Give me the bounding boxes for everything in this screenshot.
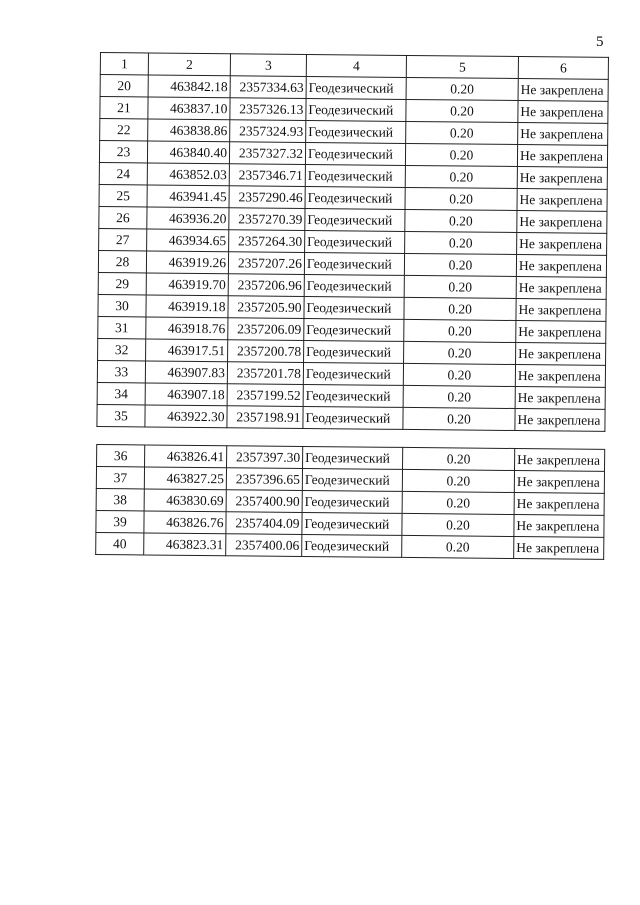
method-cell: Геодезический (305, 230, 405, 253)
method-cell: Геодезический (305, 208, 405, 231)
accuracy-cell: 0.20 (402, 491, 514, 514)
method-cell: Геодезический (304, 296, 404, 319)
point-number-cell: 30 (98, 294, 146, 316)
x-coordinate-cell: 463907.83 (145, 361, 227, 384)
y-coordinate-cell: 2357206.96 (228, 274, 304, 297)
x-coordinate-cell: 463919.18 (146, 295, 228, 318)
point-number-cell: 24 (99, 162, 147, 184)
y-coordinate-cell: 2357201.78 (227, 362, 303, 385)
method-cell: Геодезический (304, 318, 404, 341)
y-coordinate-cell: 2357270.39 (229, 208, 305, 231)
accuracy-cell: 0.20 (403, 385, 515, 408)
method-cell: Геодезический (303, 446, 403, 469)
x-coordinate-cell: 463837.10 (148, 97, 230, 120)
accuracy-cell: 0.20 (403, 447, 515, 470)
point-number-cell: 20 (100, 75, 148, 97)
y-coordinate-cell: 2357397.30 (227, 446, 303, 469)
coordinates-table (95, 52, 609, 560)
accuracy-cell: 0.20 (406, 121, 518, 144)
y-coordinate-cell: 2357334.63 (230, 76, 306, 99)
method-cell: Геодезический (306, 98, 406, 121)
fixation-cell: Не закреплена (514, 492, 604, 515)
y-coordinate-cell: 2357205.90 (228, 296, 304, 319)
accuracy-cell: 0.20 (405, 165, 517, 188)
fixation-cell: Не закреплена (515, 387, 605, 410)
x-coordinate-cell: 463852.03 (147, 163, 229, 186)
x-coordinate-cell: 463827.25 (144, 467, 226, 490)
method-cell: Геодезический (306, 120, 406, 143)
accuracy-cell: 0.20 (403, 407, 515, 430)
fixation-cell: Не закреплена (516, 299, 606, 322)
point-number-cell: 32 (98, 338, 146, 360)
method-cell: Геодезический (302, 490, 402, 513)
point-number-cell: 34 (97, 382, 145, 404)
accuracy-cell: 0.20 (404, 297, 516, 320)
y-coordinate-cell: 2357404.09 (226, 512, 302, 535)
fixation-cell: Не закреплена (518, 123, 608, 146)
fixation-cell: Не закреплена (518, 101, 608, 124)
fixation-cell: Не закреплена (517, 233, 607, 256)
accuracy-cell: 0.20 (405, 143, 517, 166)
method-cell: Геодезический (306, 76, 406, 99)
x-coordinate-cell: 463919.70 (146, 273, 228, 296)
fixation-cell: Не закреплена (517, 145, 607, 168)
point-number-cell: 26 (99, 206, 147, 228)
x-coordinate-cell: 463830.69 (144, 489, 226, 512)
method-cell: 4 (306, 54, 406, 77)
x-coordinate-cell: 463840.40 (147, 141, 229, 164)
fixation-cell: Не закреплена (516, 277, 606, 300)
y-coordinate-cell: 2357290.46 (229, 186, 305, 209)
method-cell: Геодезический (305, 186, 405, 209)
point-number-cell: 39 (96, 510, 144, 532)
accuracy-cell: 0.20 (405, 209, 517, 232)
point-number-cell: 36 (97, 444, 145, 466)
x-coordinate-cell: 463842.18 (148, 75, 230, 98)
point-number-cell: 23 (99, 141, 147, 163)
point-number-cell: 25 (99, 184, 147, 206)
accuracy-cell: 0.20 (404, 341, 516, 364)
accuracy-cell: 0.20 (402, 469, 514, 492)
method-cell: Геодезический (303, 384, 403, 407)
point-number-cell: 28 (98, 250, 146, 272)
x-coordinate-cell: 463922.30 (145, 405, 227, 428)
method-cell: Геодезический (302, 512, 402, 535)
y-coordinate-cell: 2357400.90 (226, 490, 302, 513)
fixation-cell: Не закреплена (517, 167, 607, 190)
accuracy-cell: 0.20 (402, 513, 514, 536)
point-number-cell: 27 (99, 228, 147, 250)
accuracy-cell: 0.20 (402, 535, 514, 558)
x-coordinate-cell: 463917.51 (146, 339, 228, 362)
fixation-cell: 6 (518, 57, 608, 80)
method-cell: Геодезический (305, 142, 405, 165)
method-cell: Геодезический (303, 362, 403, 385)
fixation-cell: Не закреплена (514, 514, 604, 537)
y-coordinate-cell: 2357264.30 (229, 230, 305, 253)
table-row (96, 532, 604, 559)
y-coordinate-cell: 3 (230, 54, 306, 77)
x-coordinate-cell: 463826.41 (145, 445, 227, 468)
x-coordinate-cell: 463934.65 (147, 229, 229, 252)
point-number-cell: 29 (98, 272, 146, 294)
fixation-cell: Не закреплена (516, 321, 606, 344)
fixation-cell: Не закреплена (515, 448, 605, 471)
y-coordinate-cell: 2357327.32 (229, 142, 305, 165)
y-coordinate-cell: 2357324.93 (230, 120, 306, 143)
point-number-cell: 33 (97, 360, 145, 382)
accuracy-cell: 0.20 (405, 187, 517, 210)
method-cell: Геодезический (304, 274, 404, 297)
y-coordinate-cell: 2357326.13 (230, 98, 306, 121)
x-coordinate-cell: 463919.26 (146, 251, 228, 274)
coordinates-table-wrapper (95, 52, 609, 560)
y-coordinate-cell: 2357206.09 (228, 318, 304, 341)
accuracy-cell: 0.20 (406, 99, 518, 122)
x-coordinate-cell: 463826.76 (144, 511, 226, 534)
x-coordinate-cell: 463907.18 (145, 383, 227, 406)
method-cell: Геодезический (302, 468, 402, 491)
point-number-cell: 22 (100, 119, 148, 141)
y-coordinate-cell: 2357198.91 (227, 406, 303, 429)
x-coordinate-cell: 463936.20 (147, 207, 229, 230)
page-number: 5 (596, 34, 604, 50)
method-cell: Геодезический (304, 340, 404, 363)
accuracy-cell: 0.20 (404, 275, 516, 298)
method-cell: Геодезический (303, 406, 403, 429)
fixation-cell: Не закреплена (515, 365, 605, 388)
accuracy-cell: 0.20 (405, 231, 517, 254)
accuracy-cell: 0.20 (404, 319, 516, 342)
accuracy-cell: 0.20 (403, 363, 515, 386)
x-coordinate-cell: 2 (148, 53, 230, 76)
point-number-cell: 40 (96, 532, 144, 554)
point-number-cell: 21 (100, 97, 148, 119)
fixation-cell: Не закреплена (516, 343, 606, 366)
x-coordinate-cell: 463941.45 (147, 185, 229, 208)
method-cell: Геодезический (304, 252, 404, 275)
fixation-cell: Не закреплена (517, 211, 607, 234)
y-coordinate-cell: 2357346.71 (229, 164, 305, 187)
fixation-cell: Не закреплена (515, 409, 605, 432)
accuracy-cell: 0.20 (406, 77, 518, 100)
y-coordinate-cell: 2357199.52 (227, 384, 303, 407)
fixation-cell: Не закреплена (517, 189, 607, 212)
point-number-cell: 37 (96, 466, 144, 488)
fixation-cell: Не закреплена (514, 536, 604, 559)
fixation-cell: Не закреплена (518, 79, 608, 102)
fixation-cell: Не закреплена (516, 255, 606, 278)
method-cell: Геодезический (305, 164, 405, 187)
point-number-cell: 31 (98, 316, 146, 338)
accuracy-cell: 5 (406, 55, 518, 78)
y-coordinate-cell: 2357207.26 (228, 252, 304, 275)
fixation-cell: Не закреплена (514, 470, 604, 493)
x-coordinate-cell: 463823.31 (144, 533, 226, 556)
y-coordinate-cell: 2357200.78 (228, 340, 304, 363)
point-number-cell: 35 (97, 404, 145, 426)
x-coordinate-cell: 463838.86 (148, 119, 230, 142)
y-coordinate-cell: 2357396.65 (226, 468, 302, 491)
point-number-cell: 1 (100, 53, 148, 75)
accuracy-cell: 0.20 (404, 253, 516, 276)
point-number-cell: 38 (96, 488, 144, 510)
y-coordinate-cell: 2357400.06 (226, 534, 302, 557)
x-coordinate-cell: 463918.76 (146, 317, 228, 340)
method-cell: Геодезический (302, 534, 402, 557)
